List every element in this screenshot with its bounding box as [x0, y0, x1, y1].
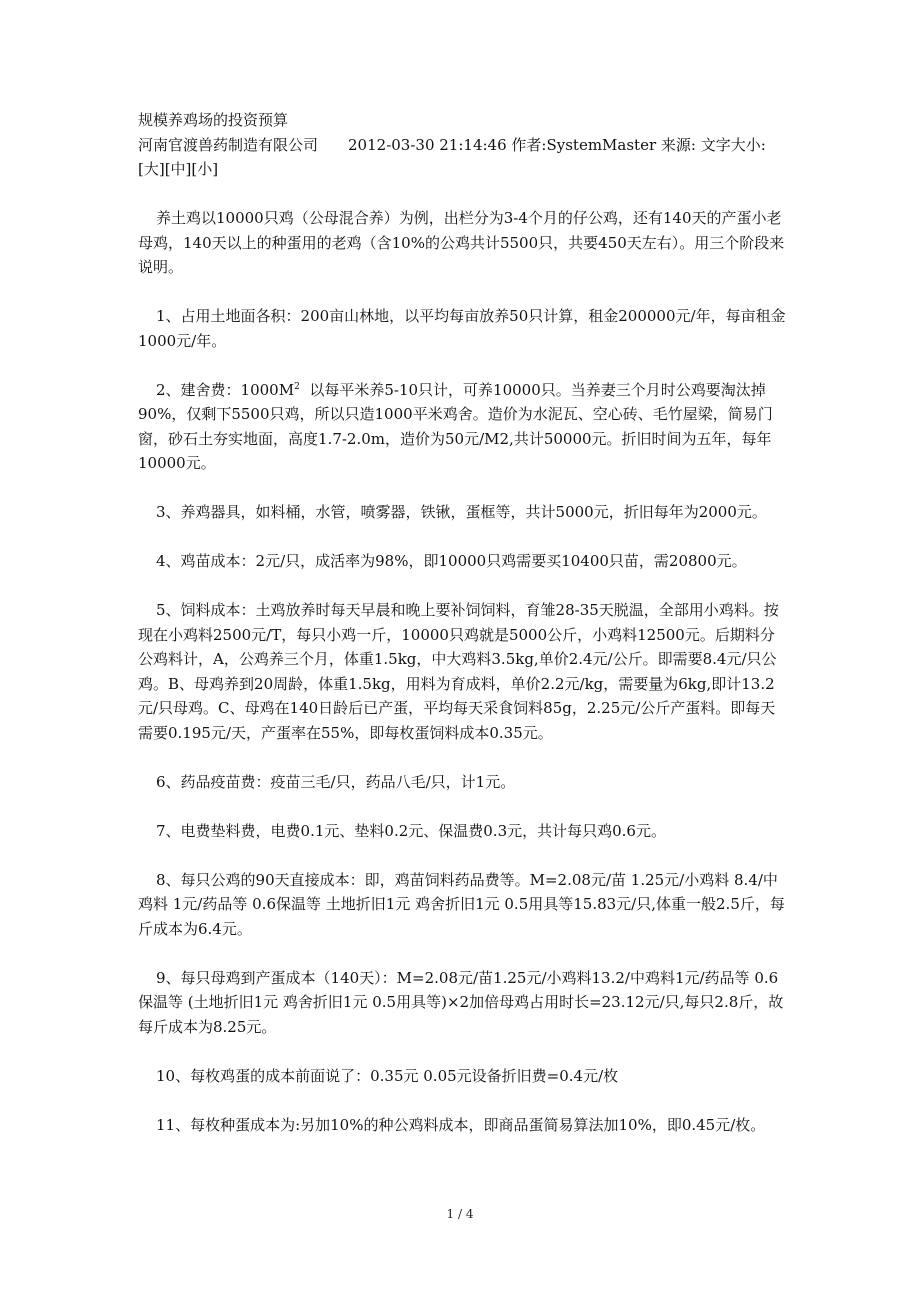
item-7: 7、电费垫料费，电费0.1元、垫料0.2元、保温费0.3元，共计每只鸡0.6元。	[156, 821, 666, 840]
meta-datetime: 2012-03-30 21:14:46	[348, 135, 507, 154]
meta-company: 河南官渡兽药制造有限公司	[138, 135, 319, 154]
item-8: 8、每只公鸡的90天直接成本：即，鸡苗饲料药品费等。M=2.08元/苗 1.25元/小鸡料 8.4/中鸡料 1元/药品等 0.6保温等 土地折旧1元 鸡舍折旧1元 0.5用具等15.83元/只,体重一般2.5斤，每斤成本为6.4元。	[138, 870, 785, 938]
meta-fontsize: 文字大小:[大][中][小]	[138, 135, 766, 178]
page-number: 1 / 4	[446, 1207, 474, 1221]
item-10: 10、每枚鸡蛋的成本前面说了：0.35元 0.05元设备折旧费=0.4元/枚	[156, 1066, 619, 1085]
item-2-sup: 2	[294, 381, 300, 392]
item-5: 5、饲料成本：土鸡放养时每天早晨和晚上要补饲饲料，育雏28-35天脱温，全部用小鸡料。按现在小鸡料2500元/T，每只小鸡一斤，10000只鸡就是5000公斤，小鸡料12500元。后期料分公鸡料计，A，公鸡养三个月，体重1.5kg，中大鸡料3.5kg,单价2.4元/公斤。即需要8.4元/只公鸡。B、母鸡养到20周龄，体重1.5kg，用料为育成料，单价2.2元/kg，需要量为6kg,即计13.2元/只母鸡。C、母鸡在140日龄后已产蛋，平均每天采食饲料85g，2.25元/公斤产蛋料。即每天需要0.195元/天，产蛋率在55%，即每枚蛋饲料成本0.35元。	[138, 601, 779, 742]
doc-title: 规模养鸡场的投资预算	[138, 111, 289, 129]
item-4: 4、鸡苗成本：2元/只，成活率为98%，即10000只鸡需要买10400只苗，需20800元。	[156, 552, 747, 570]
intro-paragraph: 养土鸡以10000只鸡（公母混合养）为例，出栏分为3-4个月的仔公鸡，还有140天的产蛋小老母鸡，140天以上的种蛋用的老鸡（含10%的公鸡共计5500只，共要450天左右）。用三个阶段来说明。	[138, 209, 785, 276]
item-11: 11、每枚种蛋成本为:另加10%的种公鸡料成本，即商品蛋简易算法加10%，即0.45元/枚。	[156, 1115, 766, 1134]
doc-meta	[138, 133, 786, 182]
meta-author: 作者:SystemMaster	[511, 135, 657, 154]
item-2-rest: 以每平米养5-10只计，可养10000只。当养妻三个月时公鸡要淘汰掉90%，仅剩下5500只鸡，所以只造1000平米鸡舍。造价为水泥瓦、空心砖、毛竹屋梁，简易门窗，砂石土夯实地面，高度1.7-2.0m，造价为50元/M2,共计50000元。折旧时间为五年，每年10000元。	[138, 380, 773, 472]
item-1: 1、占用土地面各积：200亩山林地，以平均每亩放养50只计算，租金200000元/年，每亩租金1000元/年。	[138, 307, 786, 350]
item-6: 6、药品疫苗费：疫苗三毛/只，药品八毛/只，计1元。	[156, 772, 516, 791]
item-9: 9、每只母鸡到产蛋成本（140天）：M=2.08元/苗1.25元/小鸡料13.2/中鸡料1元/药品等 0.6保温等 (土地折旧1元 鸡舍折旧1元 0.5用具等)×2加倍母鸡占用时长=23.12元/只,每只2.8斤，故每斤成本为8.25元。	[138, 968, 784, 1036]
meta-source: 来源:	[660, 135, 696, 154]
document-page	[138, 108, 786, 1137]
item-2	[138, 378, 786, 476]
item-3: 3、养鸡器具，如料桶，水管，喷雾器，铁锹，蛋框等，共计5000元，折旧每年为2000元。	[156, 503, 767, 521]
item-2-prefix: 2、建舍费：1000M	[156, 380, 295, 399]
